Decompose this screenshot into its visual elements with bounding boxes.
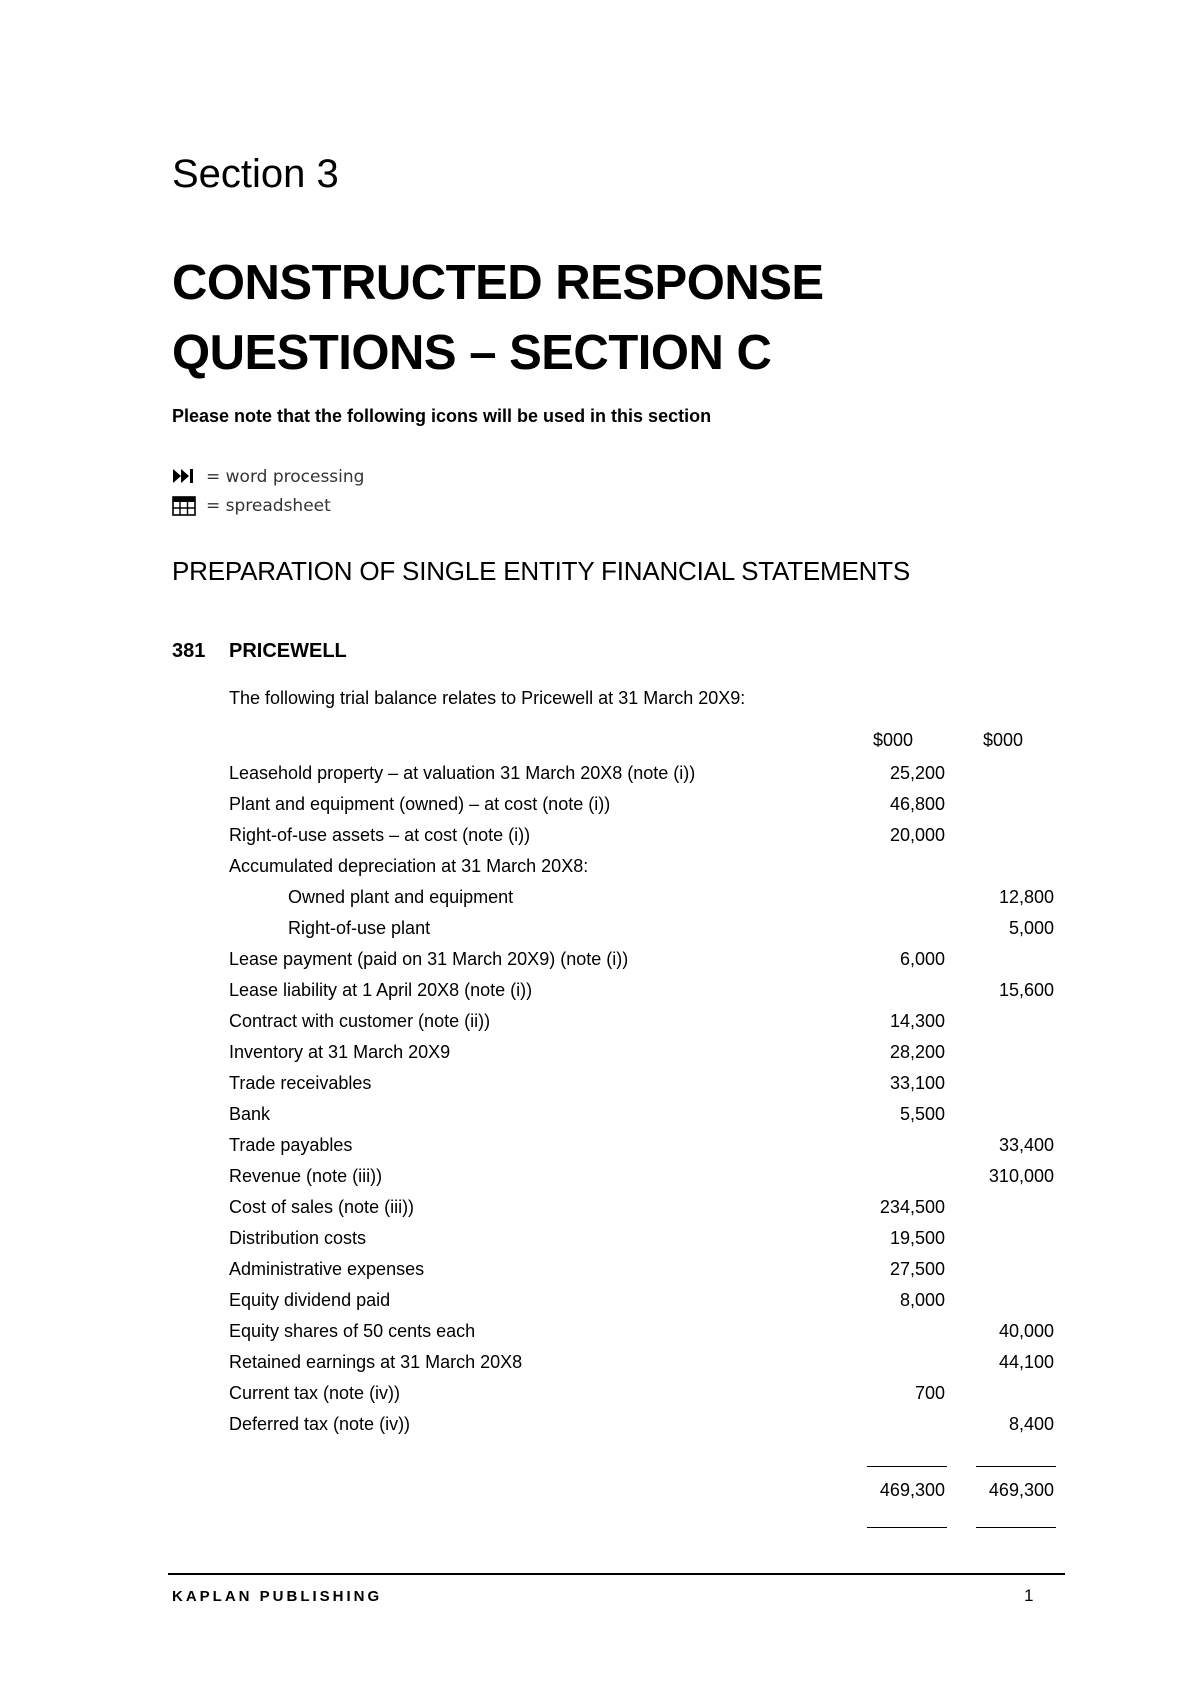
table-row bbox=[0, 882, 1200, 913]
row-credit: 310,000 bbox=[988, 1166, 1054, 1186]
row-debit: 234,500 bbox=[879, 1197, 945, 1217]
table-row bbox=[0, 820, 1200, 851]
row-label: Inventory at 31 March 20X9 bbox=[229, 1042, 451, 1062]
table-row bbox=[0, 1409, 1200, 1440]
row-label: Leasehold property – at valuation 31 March 20X8 (note (i)) bbox=[229, 763, 696, 783]
row-debit: 6,000 bbox=[899, 949, 945, 969]
row-label: Trade payables bbox=[229, 1135, 353, 1155]
credit-total: 469,300 bbox=[988, 1480, 1054, 1500]
row-debit: 28,200 bbox=[889, 1042, 945, 1062]
question-intro: The following trial balance relates to Pricewell at 31 March 20X9: bbox=[229, 688, 746, 708]
table-row bbox=[0, 1223, 1200, 1254]
table-row bbox=[0, 1192, 1200, 1223]
row-label: Right-of-use assets – at cost (note (i)) bbox=[229, 825, 531, 845]
row-debit: 46,800 bbox=[889, 794, 945, 814]
subsection-heading: PREPARATION OF SINGLE ENTITY FINANCIAL STATEMENTS bbox=[172, 556, 911, 586]
row-credit: 44,100 bbox=[998, 1352, 1054, 1372]
table-row bbox=[0, 1316, 1200, 1347]
table-row bbox=[0, 975, 1200, 1006]
row-credit: 5,000 bbox=[1008, 918, 1054, 938]
trial-balance-header bbox=[0, 730, 1200, 756]
table-row bbox=[0, 913, 1200, 944]
row-label: Contract with customer (note (ii)) bbox=[229, 1011, 491, 1031]
row-label: Trade receivables bbox=[229, 1073, 372, 1093]
footer-publisher: KAPLAN PUBLISHING bbox=[172, 1588, 383, 1605]
row-debit: 8,000 bbox=[899, 1290, 945, 1310]
table-row bbox=[0, 758, 1200, 789]
row-label: Equity dividend paid bbox=[229, 1290, 391, 1310]
debit-total-rule bbox=[867, 1527, 947, 1528]
row-debit: 19,500 bbox=[889, 1228, 945, 1248]
row-label: Administrative expenses bbox=[229, 1259, 425, 1279]
page-title bbox=[172, 248, 824, 388]
legend-item-spreadsheet bbox=[172, 491, 364, 520]
debit-column-header: $000 bbox=[873, 730, 914, 750]
title-line-1: CONSTRUCTED RESPONSE bbox=[172, 256, 824, 310]
title-line-2: QUESTIONS – SECTION C bbox=[172, 326, 772, 380]
row-label: Retained earnings at 31 March 20X8 bbox=[229, 1352, 523, 1372]
debit-subtotal-rule bbox=[867, 1466, 947, 1467]
row-debit: 700 bbox=[914, 1383, 945, 1403]
trial-balance-totals bbox=[0, 1480, 1200, 1510]
row-label: Revenue (note (iii)) bbox=[229, 1166, 383, 1186]
table-row bbox=[0, 1378, 1200, 1409]
row-credit: 40,000 bbox=[998, 1321, 1054, 1341]
row-credit: 15,600 bbox=[998, 980, 1054, 1000]
row-label: Current tax (note (iv)) bbox=[229, 1383, 401, 1403]
table-row bbox=[0, 1285, 1200, 1316]
word-processing-icon bbox=[172, 467, 198, 487]
row-credit: 12,800 bbox=[998, 887, 1054, 907]
row-label: Owned plant and equipment bbox=[288, 887, 514, 907]
row-debit: 33,100 bbox=[889, 1073, 945, 1093]
row-label: Distribution costs bbox=[229, 1228, 367, 1248]
legend-text-word-processing: = word processing bbox=[206, 466, 365, 487]
debit-total: 469,300 bbox=[879, 1480, 945, 1500]
row-label: Deferred tax (note (iv)) bbox=[229, 1414, 411, 1434]
credit-total-rule bbox=[976, 1527, 1056, 1528]
table-row bbox=[0, 1006, 1200, 1037]
table-row bbox=[0, 851, 1200, 882]
table-row bbox=[0, 1068, 1200, 1099]
row-label: Equity shares of 50 cents each bbox=[229, 1321, 476, 1341]
icon-legend bbox=[172, 462, 364, 520]
row-debit: 5,500 bbox=[899, 1104, 945, 1124]
row-label: Cost of sales (note (iii)) bbox=[229, 1197, 415, 1217]
legend-text-spreadsheet: = spreadsheet bbox=[206, 495, 331, 516]
row-debit: 25,200 bbox=[889, 763, 945, 783]
question-number: 381 bbox=[172, 640, 206, 662]
table-row bbox=[0, 1099, 1200, 1130]
row-label: Accumulated depreciation at 31 March 20X8: bbox=[229, 856, 589, 876]
trial-balance-table bbox=[0, 758, 1200, 1440]
row-label: Lease payment (paid on 31 March 20X9) (note (i)) bbox=[229, 949, 629, 969]
table-row bbox=[0, 789, 1200, 820]
table-row bbox=[0, 1347, 1200, 1378]
question-heading bbox=[172, 640, 347, 663]
section-label: Section 3 bbox=[172, 152, 339, 196]
question-title: PRICEWELL bbox=[229, 640, 347, 662]
table-row bbox=[0, 1130, 1200, 1161]
row-label: Bank bbox=[229, 1104, 271, 1124]
spreadsheet-icon bbox=[172, 496, 198, 516]
credit-subtotal-rule bbox=[976, 1466, 1056, 1467]
row-debit: 27,500 bbox=[889, 1259, 945, 1279]
credit-column-header: $000 bbox=[983, 730, 1024, 750]
row-debit: 14,300 bbox=[889, 1011, 945, 1031]
table-row bbox=[0, 944, 1200, 975]
icons-note: Please note that the following icons will be used in this section bbox=[172, 406, 712, 426]
footer-divider bbox=[168, 1573, 1065, 1575]
row-label: Right-of-use plant bbox=[288, 918, 431, 938]
row-debit: 20,000 bbox=[889, 825, 945, 845]
table-row bbox=[0, 1161, 1200, 1192]
table-row bbox=[0, 1254, 1200, 1285]
row-label: Plant and equipment (owned) – at cost (note (i)) bbox=[229, 794, 611, 814]
row-credit: 33,400 bbox=[998, 1135, 1054, 1155]
row-credit: 8,400 bbox=[1008, 1414, 1054, 1434]
page-number: 1 bbox=[1024, 1586, 1034, 1605]
table-row bbox=[0, 1037, 1200, 1068]
row-label: Lease liability at 1 April 20X8 (note (i)) bbox=[229, 980, 533, 1000]
legend-item-word-processing bbox=[172, 462, 364, 491]
